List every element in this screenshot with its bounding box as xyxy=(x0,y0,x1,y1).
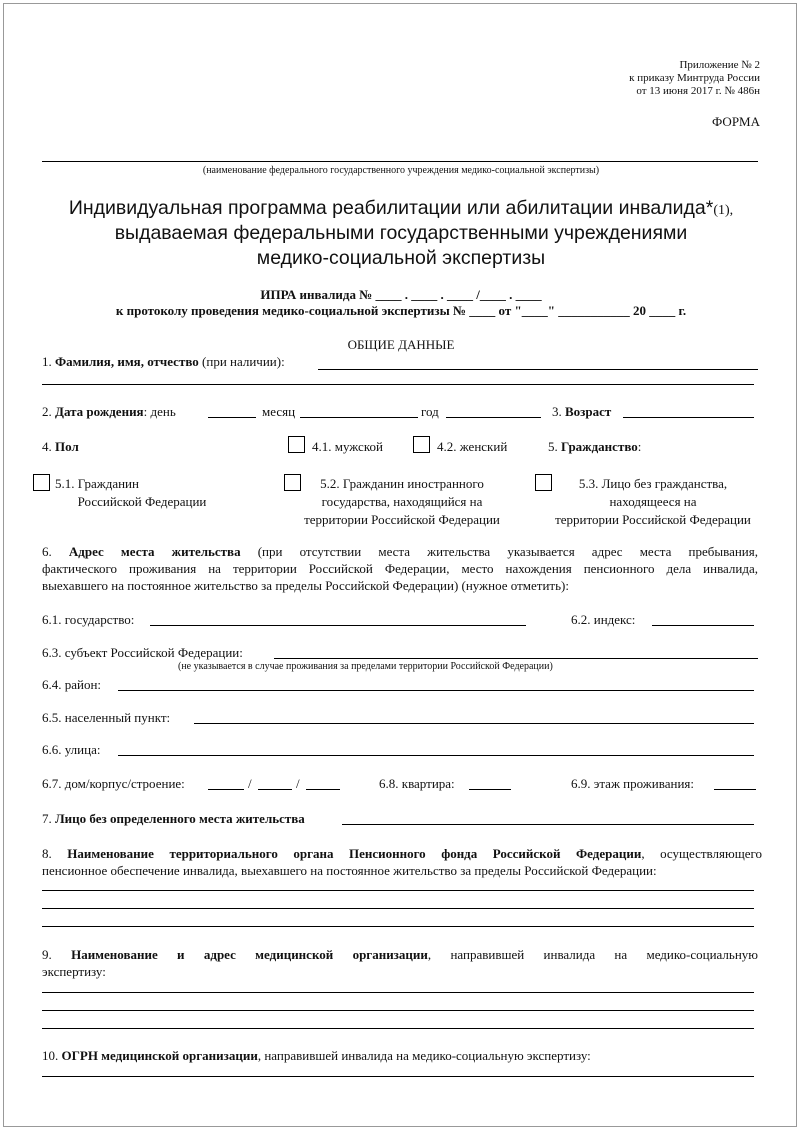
building-separator-1: / xyxy=(248,776,252,791)
age-input[interactable] xyxy=(623,417,754,418)
citizenship-label: 5. Гражданство: xyxy=(548,439,642,454)
ogrn-label: 10. ОГРН медицинской организации, направившей инвалида на медико-социальную экспертизу: xyxy=(42,1048,591,1063)
stateless-label: 5.3. Лицо без гражданства, находящееся на территории Российской Федерации xyxy=(555,476,751,527)
floor-input[interactable] xyxy=(714,789,756,790)
street-label: 6.6. улица: xyxy=(42,742,101,757)
female-checkbox[interactable] xyxy=(413,436,430,453)
citizen-rf-checkbox[interactable] xyxy=(33,474,50,491)
locality-label: 6.5. населенный пункт: xyxy=(42,710,171,725)
protocol-line[interactable]: к протоколу проведения медико-социальной экспертизы № ____ от "____" ___________ 20 ____ г. xyxy=(115,303,687,318)
medical-org-text: 9. Наименование и адрес медицинской организации, направившей инвалида на медико-социальную экспертизу: xyxy=(42,947,759,979)
house-input[interactable] xyxy=(208,789,244,790)
document-title-line2: выдаваемая федеральными государственными учреждениями xyxy=(114,222,688,244)
birth-year-label: год xyxy=(421,404,439,419)
order-reference: к приказу Минтруда России xyxy=(629,72,760,84)
region-label: 6.3. субъект Российской Федерации: xyxy=(42,645,243,660)
ipra-number-line[interactable]: ИПРА инвалида № ____ . ____ . ____ /____ . ____ xyxy=(260,287,542,302)
foreign-citizen-label: 5.2. Гражданин иностранного государства, находящийся на территории Российской Федерации xyxy=(304,476,500,527)
street-input[interactable] xyxy=(118,755,754,756)
pension-fund-text: 8. Наименование территориального органа Пенсионного фонда Российской Федерации, осуществляющего пенсионное обеспечение инвалида, выехавшего на постоянное жительство за пределы Российской Федерации: xyxy=(42,846,762,878)
document-title-line1: Индивидуальная программа реабилитации или абилитации инвалида*(1), xyxy=(68,197,734,219)
address-section-text: 6. Адрес места жительства (при отсутствии места жительства указывается адрес места пребывания, фактического проживания на территории Российской Федерации, место нахождения пенсионного дела инвалида, выехавшего на постоянное жительство за пределы Российской Федерации) (нужное отметить): xyxy=(42,544,758,593)
country-label: 6.1. государство: xyxy=(42,612,135,627)
pension-fund-input-2[interactable] xyxy=(42,908,754,909)
appendix-number: Приложение № 2 xyxy=(679,59,760,71)
document-title-line3: медико-социальной экспертизы xyxy=(256,247,546,269)
medical-org-input-3[interactable] xyxy=(42,1028,754,1029)
full-name-input-line2[interactable] xyxy=(42,384,754,385)
apartment-input[interactable] xyxy=(469,789,511,790)
medical-org-input-2[interactable] xyxy=(42,1010,754,1011)
no-fixed-abode-input[interactable] xyxy=(342,824,754,825)
medical-org-input-1[interactable] xyxy=(42,992,754,993)
section-heading: ОБЩИЕ ДАННЫЕ xyxy=(347,337,455,352)
field-1-label: 1. Фамилия, имя, отчество (при наличии): xyxy=(42,354,285,369)
institution-name-field[interactable] xyxy=(42,161,758,162)
country-input[interactable] xyxy=(150,625,526,626)
floor-label: 6.9. этаж проживания: xyxy=(571,776,694,791)
structure-input[interactable] xyxy=(306,789,340,790)
institution-caption: (наименование федерального государственного учреждения медико-социальной экспертизы) xyxy=(202,165,600,176)
birth-day-input[interactable] xyxy=(208,417,256,418)
form-label: ФОРМА xyxy=(712,114,760,129)
female-label: 4.2. женский xyxy=(437,439,508,454)
region-input[interactable] xyxy=(274,658,758,659)
birth-date-label: 2. Дата рождения: день xyxy=(42,404,176,419)
male-checkbox[interactable] xyxy=(288,436,305,453)
no-fixed-abode-label: 7. Лицо без определенного места жительства xyxy=(42,811,305,826)
building-separator-2: / xyxy=(296,776,300,791)
male-label: 4.1. мужской xyxy=(312,439,383,454)
age-label: 3. Возраст xyxy=(552,404,612,419)
ogrn-input[interactable] xyxy=(42,1076,754,1077)
citizen-rf-label: 5.1. Гражданин Российской Федерации xyxy=(55,476,207,509)
full-name-input[interactable] xyxy=(318,369,758,370)
apartment-label: 6.8. квартира: xyxy=(379,776,455,791)
region-note: (не указывается в случае проживания за пределами территории Российской Федерации) xyxy=(178,661,553,672)
block-input[interactable] xyxy=(258,789,292,790)
sex-label: 4. Пол xyxy=(42,439,79,454)
district-input[interactable] xyxy=(118,690,754,691)
birth-month-input[interactable] xyxy=(300,417,418,418)
order-date: от 13 июня 2017 г. № 486н xyxy=(636,85,760,97)
pension-fund-input-3[interactable] xyxy=(42,926,754,927)
birth-year-input[interactable] xyxy=(446,417,541,418)
birth-month-label: месяц xyxy=(262,404,296,419)
postal-code-label: 6.2. индекс: xyxy=(571,612,636,627)
postal-code-input[interactable] xyxy=(652,625,754,626)
pension-fund-input-1[interactable] xyxy=(42,890,754,891)
building-label: 6.7. дом/корпус/строение: xyxy=(42,776,185,791)
district-label: 6.4. район: xyxy=(42,677,102,692)
locality-input[interactable] xyxy=(194,723,754,724)
